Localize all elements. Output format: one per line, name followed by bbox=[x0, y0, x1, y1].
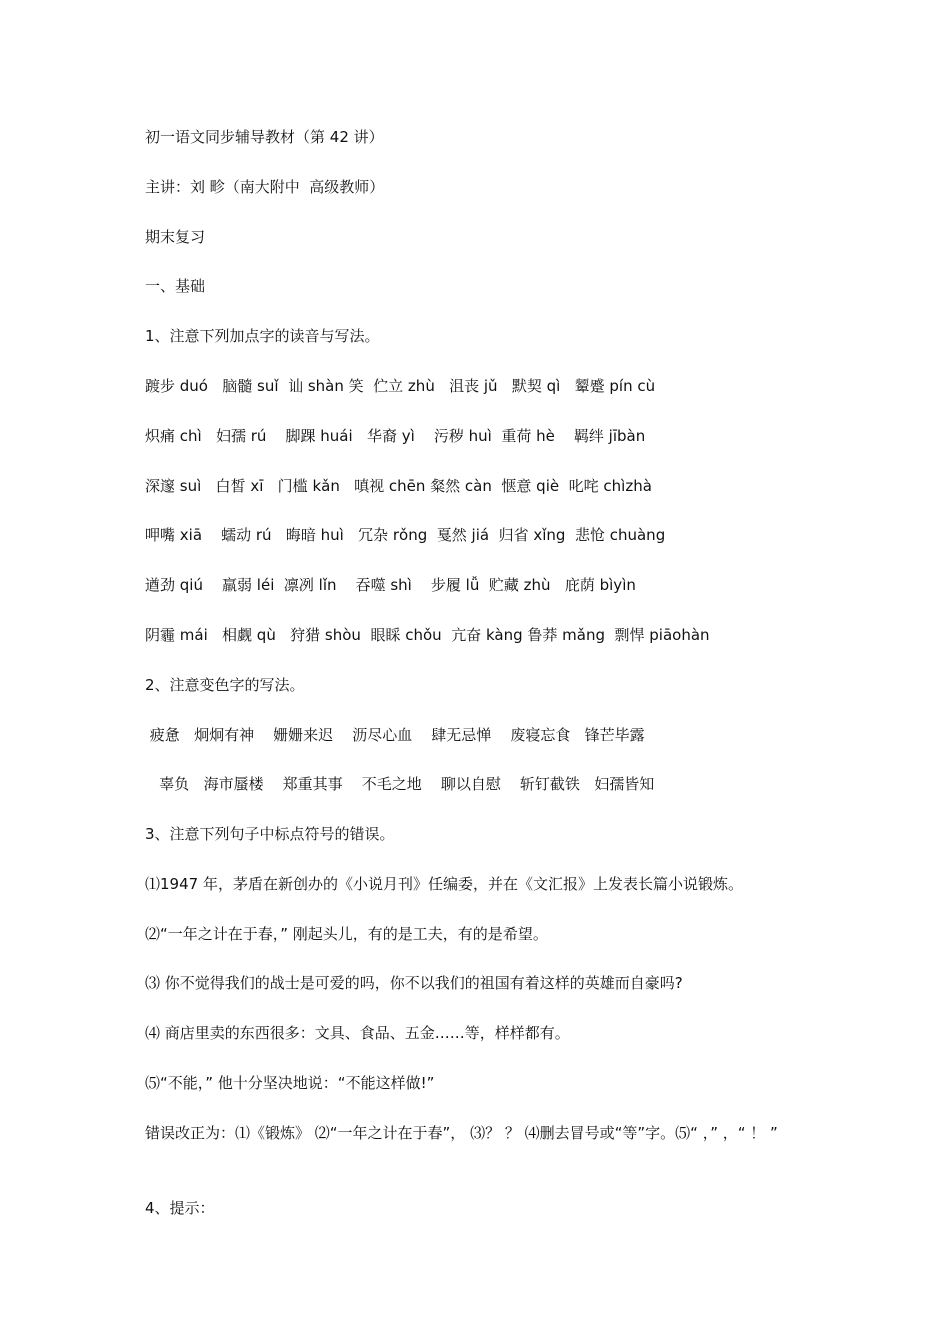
pinyin-row: 遒劲 qiú 羸弱 léi 凛冽 lǐn 吞噬 shì 步履 lǚ 贮藏 zhù 庇荫 bìyìn bbox=[145, 576, 636, 594]
sentence-item: ⑷ 商店里卖的东西很多：文具、食品、五金……等，样样都有。 bbox=[145, 1024, 570, 1042]
question-3-heading: 3、注意下列句子中标点符号的错误。 bbox=[145, 825, 395, 843]
sentence-item: ⑵“一年之计在于春，” 刚起头儿，有的是工夫，有的是希望。 bbox=[145, 925, 548, 943]
pinyin-row: 深邃 suì 白皙 xī 门槛 kǎn 嗔视 chēn 粲然 càn 惬意 qiè 叱咤 chìzhà bbox=[145, 477, 652, 495]
sentence-item: ⑴1947 年，茅盾在新创办的《小说月刊》任编委，并在《文汇报》上发表长篇小说锻炼。 bbox=[145, 875, 743, 893]
idiom-row: 辜负 海市蜃楼 郑重其事 不毛之地 聊以自慰 斩钉截铁 妇孺皆知 bbox=[145, 775, 655, 793]
lecturer-line: 主讲：刘 畛（南大附中 高级教师） bbox=[145, 178, 385, 196]
pinyin-row: 踱步 duó 脑髓 suǐ 讪 shàn 笑 伫立 zhù 沮丧 jǔ 默契 qì 颦蹙 pín cù bbox=[145, 377, 656, 395]
pinyin-row: 炽痛 chì 妇孺 rú 脚踝 huái 华裔 yì 污秽 huì 重荷 hè 羁绊 jībàn bbox=[145, 427, 646, 445]
sentence-item: ⑶ 你不觉得我们的战士是可爱的吗，你不以我们的祖国有着这样的英雄而自豪吗? bbox=[145, 974, 683, 992]
answer-text: 错误改正为：⑴《锻炼》 ⑵“一年之计在于春”， ⑶？ ？ ⑷删去冒号或“等”字。⑸“ ，” ，“ ！ ” bbox=[145, 1124, 778, 1142]
sentence-item: ⑸“不能，” 他十分坚决地说：“不能这样做!” bbox=[145, 1074, 435, 1092]
pinyin-row: 呷嘴 xiā 蠕动 rú 晦暗 huì 冗杂 rǒng 戛然 jiá 归省 xǐng 悲怆 chuàng bbox=[145, 526, 666, 544]
part-heading: 一、基础 bbox=[145, 277, 206, 295]
question-4-heading: 4、提示： bbox=[145, 1199, 215, 1217]
question-2-heading: 2、注意变色字的写法。 bbox=[145, 676, 305, 694]
doc-title: 初一语文同步辅导教材（第 42 讲） bbox=[145, 128, 384, 146]
pinyin-row: 阴霾 mái 相觑 qù 狩猎 shòu 眼睬 chǒu 亢奋 kàng 鲁莽 mǎng 剽悍 piāohàn bbox=[145, 626, 710, 644]
question-1-heading: 1、注意下列加点字的读音与写法。 bbox=[145, 327, 380, 345]
section-heading: 期末复习 bbox=[145, 228, 206, 246]
idiom-row: 疲惫 炯炯有神 姗姗来迟 沥尽心血 肆无忌惮 废寝忘食 锋芒毕露 bbox=[145, 726, 645, 744]
